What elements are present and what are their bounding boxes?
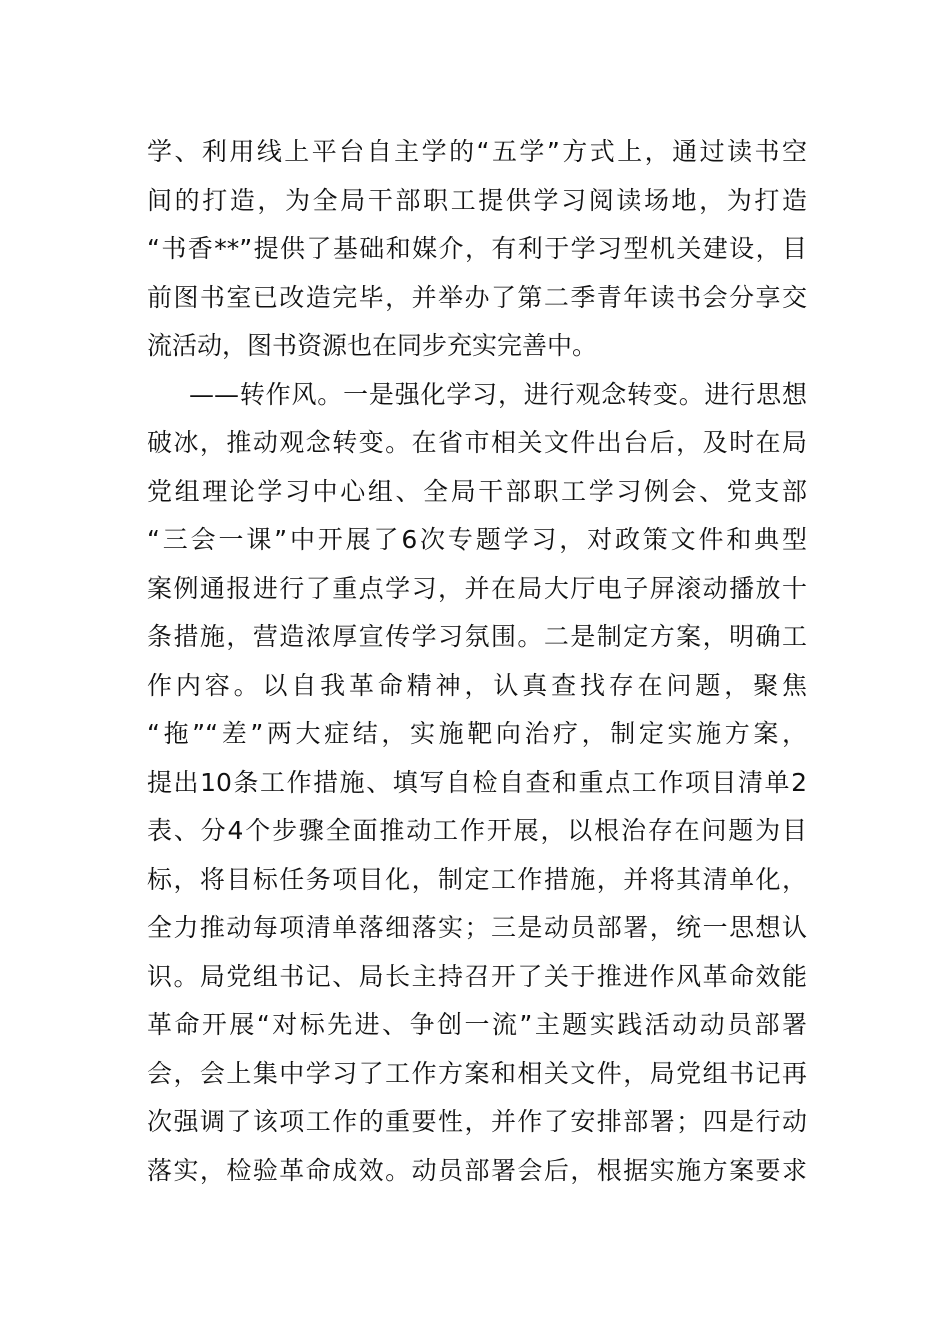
- text-line: 破冰，推动观念转变。在省市相关文件出台后，及时在局: [147, 428, 807, 457]
- body-text: [147, 128, 807, 1195]
- text-line: 提出10条工作措施、填写自检自查和重点工作项目清单2: [147, 767, 807, 797]
- text-line: 落实，检验革命成效。动员部署会后，根据实施方案要求: [147, 1155, 807, 1185]
- text-line: 案例通报进行了重点学习，并在局大厅电子屏滚动播放十: [147, 573, 807, 603]
- text-line: 前图书室已改造完毕，并举办了第二季青年读书会分享交: [147, 282, 807, 312]
- text-line: 表、分4个步骤全面推动工作开展，以根治存在问题为目: [147, 816, 807, 845]
- text-line: 标，将目标任务项目化，制定工作措施，并将其清单化，: [147, 864, 807, 894]
- text-line: “三会一课”中开展了6次专题学习，对政策文件和典型: [147, 525, 807, 554]
- text-line: “书香**”提供了基础和媒介，有利于学习型机关建设，目: [147, 234, 807, 263]
- text-line: 全力推动每项清单落细落实；三是动员部署，统一思想认: [147, 913, 807, 942]
- text-line: “拖”“差”两大症结，实施靶向治疗，制定实施方案，: [147, 719, 807, 748]
- text-line: 会，会上集中学习了工作方案和相关文件，局党组书记再: [147, 1058, 807, 1088]
- text-line: 识。局党组书记、局长主持召开了关于推进作风革命效能: [147, 961, 807, 991]
- text-line: 作内容。以自我革命精神，认真查找存在问题，聚焦: [147, 670, 807, 700]
- text-line: 流活动，图书资源也在同步充实完善中。: [147, 331, 598, 360]
- paragraph-start-line: ——转作风。一是强化学习，进行观念转变。进行思想: [189, 379, 807, 409]
- text-line: 条措施，营造浓厚宣传学习氛围。二是制定方案，明确工: [147, 622, 807, 651]
- text-line: 党组理论学习中心组、全局干部职工学习例会、党支部: [147, 476, 807, 506]
- text-line: 学、利用线上平台自主学的“五学”方式上，通过读书空: [147, 137, 807, 166]
- text-line: 革命开展“对标先进、争创一流”主题实践活动动员部署: [147, 1010, 807, 1039]
- text-line: 间的打造，为全局干部职工提供学习阅读场地，为打造: [147, 185, 807, 215]
- text-line: 次强调了该项工作的重要性，并作了安排部署；四是行动: [147, 1107, 807, 1136]
